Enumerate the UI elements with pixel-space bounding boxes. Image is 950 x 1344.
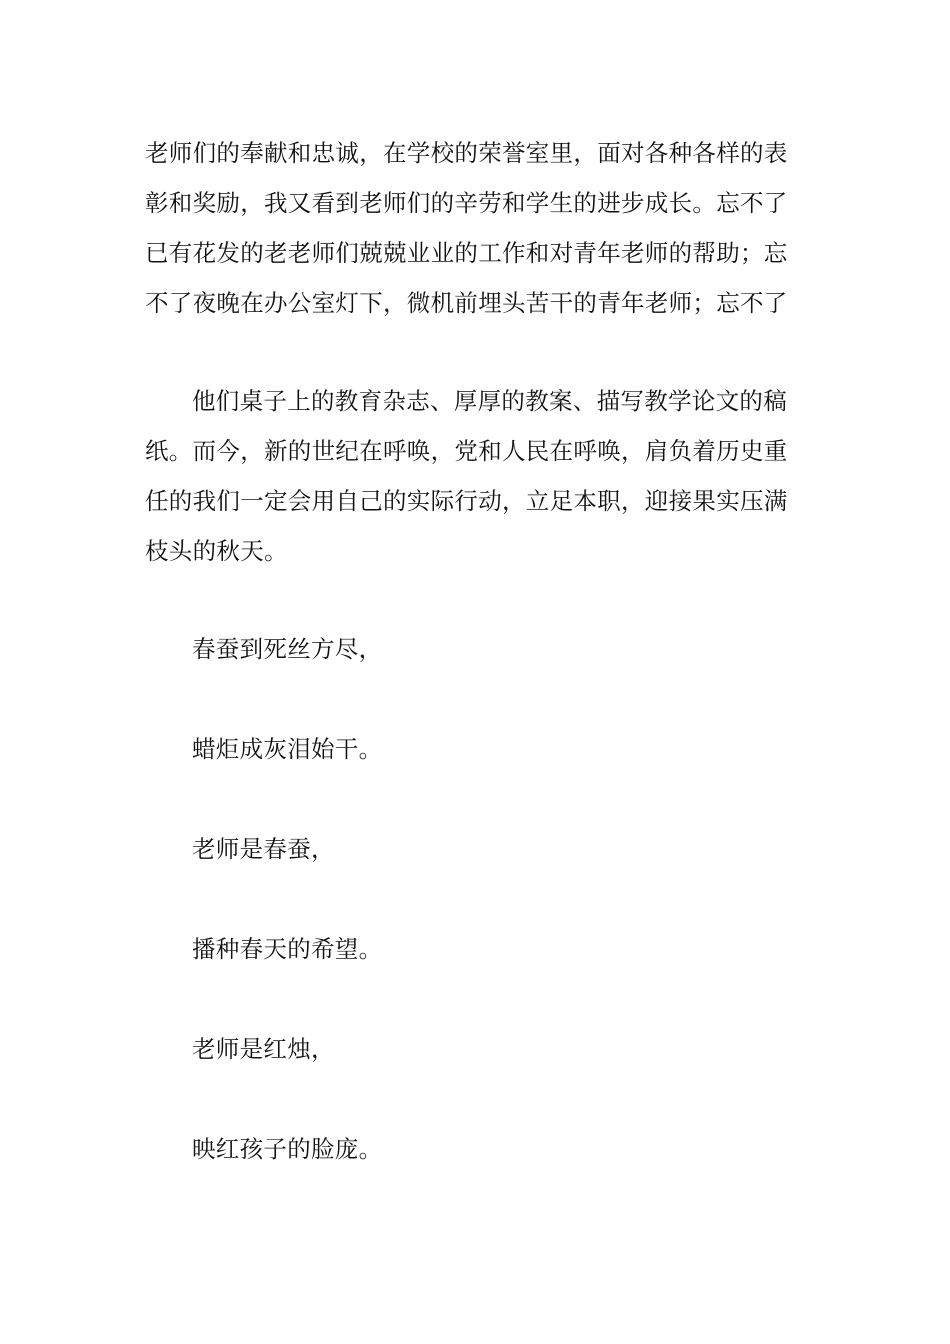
poem-line-text: 播种春天的希望。 xyxy=(192,935,383,963)
poem-line-4 xyxy=(145,924,805,974)
paragraph-line: 已有花发的老老师们兢兢业业的工作和对青年老师的帮助；忘 xyxy=(145,239,788,267)
poem-line-3 xyxy=(145,824,805,874)
paragraph-line: 他们桌子上的教育杂志、厚厚的教案、描写教学论文的稿 xyxy=(192,387,787,415)
paragraph-line: 枝头的秋天。 xyxy=(145,537,288,565)
poem-line-text: 老师是春蚕， xyxy=(192,835,335,863)
poem-line-2 xyxy=(145,724,805,774)
paragraph-line: 彰和奖励，我又看到老师们的辛劳和学生的进步成长。忘不了 xyxy=(145,189,788,217)
poem-line-5 xyxy=(145,1024,805,1074)
poem-line-1 xyxy=(145,624,805,674)
paragraph-line: 任的我们一定会用自己的实际行动，立足本职，迎接果实压满 xyxy=(145,487,788,515)
poem-line-text: 蜡炬成灰泪始干。 xyxy=(192,735,383,763)
poem-line-text: 老师是红烛， xyxy=(192,1035,335,1063)
poem-line-text: 映红孩子的脸庞。 xyxy=(192,1135,383,1163)
paragraph-1 xyxy=(145,128,805,328)
poem-line-6 xyxy=(145,1124,805,1174)
paragraph-line: 纸。而今，新的世纪在呼唤，党和人民在呼唤，肩负着历史重 xyxy=(145,437,788,465)
paragraph-2 xyxy=(145,376,805,576)
poem-line-text: 春蚕到死丝方尽， xyxy=(192,635,383,663)
paragraph-line: 老师们的奉献和忠诚，在学校的荣誉室里，面对各种各样的表 xyxy=(145,139,788,167)
paragraph-line: 不了夜晚在办公室灯下，微机前埋头苦干的青年老师；忘不了 xyxy=(145,289,788,317)
